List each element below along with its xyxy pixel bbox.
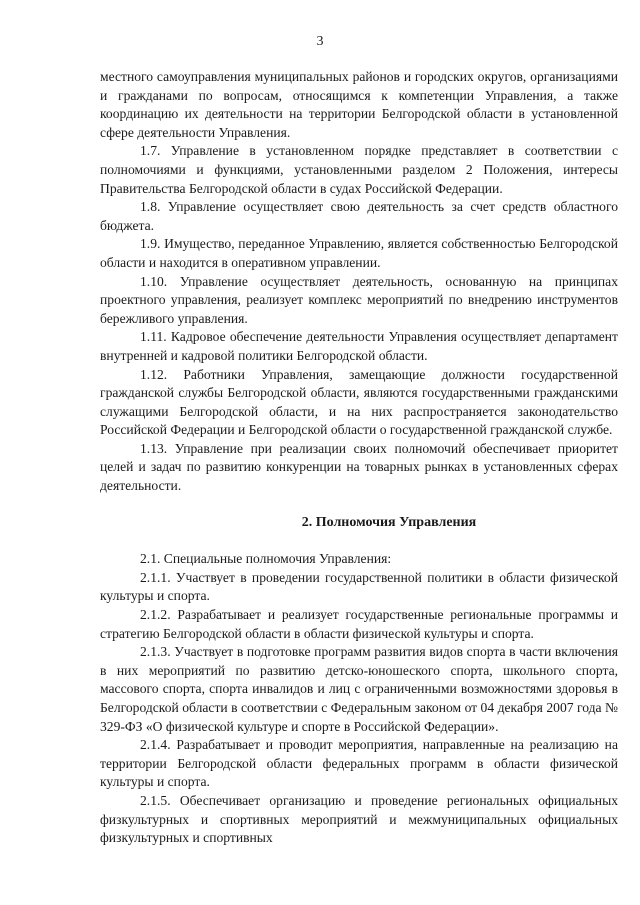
paragraph: 2.1.4. Разрабатывает и проводит мероприятия, направленные на реализацию на территории Белгородской области федеральных программ в области физической культуры и спорта. bbox=[100, 737, 618, 790]
section-2-paragraphs bbox=[100, 550, 618, 848]
paragraph: 2.1.5. Обеспечивает организацию и проведение региональных официальных физкультурных и спортивных мероприятий и межмуниципальных официальных физкультурных и спортивных bbox=[100, 792, 618, 846]
paragraph: 1.7. Управление в установленном порядке представляет в соответствии с полномочиями и функциями, установленными разделом 2 Положения, интересы Правительства Белгородской области в судах Российской Федерации. bbox=[100, 143, 618, 196]
document-body bbox=[100, 68, 618, 848]
paragraph: 1.12. Работники Управления, замещающие должности государственной гражданской службы Белгородской области, являются государственными гражданскими служащими Белгородской области, и на них распространяется законодательство Российской Федерации и Белгородской области о государственной гражданской службе. bbox=[100, 366, 618, 438]
paragraph: 2.1.1. Участвует в проведении государственной политики в области физической культуры и спорта. bbox=[100, 569, 618, 604]
section-1-paragraphs bbox=[100, 68, 618, 496]
page-number: 3 bbox=[316, 34, 324, 49]
paragraph: 1.13. Управление при реализации своих полномочий обеспечивает приоритет целей и задач по развитию конкуренции на товарных рынках в установленных сферах деятельности. bbox=[100, 440, 618, 494]
paragraph: 1.8. Управление осуществляет свою деятельность за счет средств областного бюджета. bbox=[100, 199, 618, 233]
paragraph: 2.1. Специальные полномочия Управления: bbox=[140, 551, 392, 567]
paragraph: местного самоуправления муниципальных районов и городских округов, организациями и гражданами по вопросам, относящимся к компетенции Управления, а также координацию их деятельности на территории Белгородской области в установленной сфере деятельности Управления. bbox=[100, 69, 618, 140]
paragraph: 2.1.3. Участвует в подготовке программ развития видов спорта в части включения в них мероприятий по развитию детско-юношеского спорта, школьного спорта, массового спорта, спорта инвалидов и лиц с ограниченными возможностями здоровья в Белгородской области в соответствии с Федеральным законом от 04 декабря 2007 года № 329-ФЗ «О физической культуре и спорте в Российской Федерации». bbox=[100, 644, 618, 734]
paragraph: 1.9. Имущество, переданное Управлению, является собственностью Белгородской области и находится в оперативном управлении. bbox=[100, 236, 618, 270]
paragraph: 2.1.2. Разрабатывает и реализует государственные региональные программы и стратегию Белгородской области в области физической культуры и спорта. bbox=[100, 607, 618, 641]
section-heading: 2. Полномочия Управления bbox=[301, 514, 477, 530]
paragraph: 1.11. Кадровое обеспечение деятельности Управления осуществляет департамент внутренней и кадровой политики Белгородской области. bbox=[100, 329, 618, 363]
paragraph: 1.10. Управление осуществляет деятельность, основанную на принципах проектного управления, реализует комплекс мероприятий по внедрению инструментов бережливого управления. bbox=[100, 273, 618, 326]
